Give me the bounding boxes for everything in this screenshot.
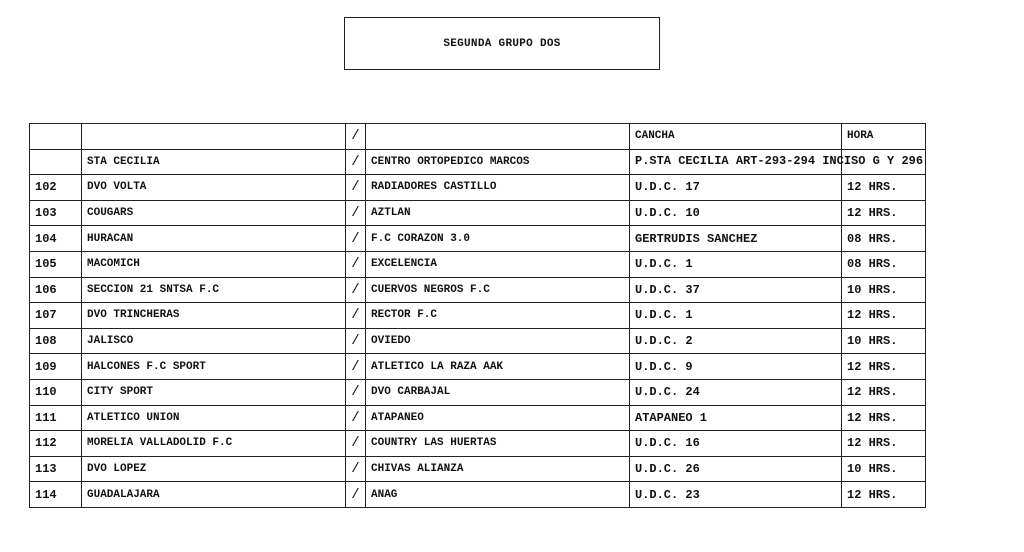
field-name: GERTRUDIS SANCHEZ	[630, 226, 842, 252]
away-team: CENTRO ORTOPEDICO MARCOS	[366, 149, 630, 175]
match-time: 12 HRS.	[842, 379, 926, 405]
field-name: ATAPANEO 1	[630, 405, 842, 431]
field-name: U.D.C. 1	[630, 303, 842, 329]
home-team: HURACAN	[82, 226, 346, 252]
match-time: 12 HRS.	[842, 303, 926, 329]
field-name: U.D.C. 23	[630, 482, 842, 508]
vs-separator: /	[346, 303, 366, 329]
home-team: DVO TRINCHERAS	[82, 303, 346, 329]
match-time: 08 HRS.	[842, 226, 926, 252]
table-row	[30, 226, 926, 252]
field-name: U.D.C. 9	[630, 354, 842, 380]
match-time: 10 HRS.	[842, 456, 926, 482]
home-team: CITY SPORT	[82, 379, 346, 405]
field-name: U.D.C. 24	[630, 379, 842, 405]
field-name: U.D.C. 10	[630, 200, 842, 226]
table-row	[30, 251, 926, 277]
away-team: ATAPANEO	[366, 405, 630, 431]
table-row	[30, 456, 926, 482]
field-name-overflow-text: P.STA CECILIA ART-293-294 INCISO G Y 296	[635, 153, 924, 168]
field-name: U.D.C. 1	[630, 251, 842, 277]
vs-separator: /	[346, 379, 366, 405]
table-row	[30, 328, 926, 354]
match-number: 107	[30, 303, 82, 329]
home-team: COUGARS	[82, 200, 346, 226]
away-team: COUNTRY LAS HUERTAS	[366, 431, 630, 457]
home-team: MORELIA VALLADOLID F.C	[82, 431, 346, 457]
field-name: U.D.C. 17	[630, 175, 842, 201]
table-row	[30, 482, 926, 508]
match-number: 112	[30, 431, 82, 457]
table-row	[30, 200, 926, 226]
table-row	[30, 277, 926, 303]
vs-separator: /	[346, 354, 366, 380]
header-local	[82, 124, 346, 150]
vs-separator: /	[346, 226, 366, 252]
vs-separator: /	[346, 328, 366, 354]
match-time: 12 HRS.	[842, 200, 926, 226]
away-team: DVO CARBAJAL	[366, 379, 630, 405]
vs-separator: /	[346, 149, 366, 175]
home-team: STA CECILIA	[82, 149, 346, 175]
table-row	[30, 354, 926, 380]
match-number	[30, 149, 82, 175]
match-number: 103	[30, 200, 82, 226]
match-number: 105	[30, 251, 82, 277]
vs-separator: /	[346, 251, 366, 277]
vs-separator: /	[346, 482, 366, 508]
table-row	[30, 379, 926, 405]
away-team: RADIADORES CASTILLO	[366, 175, 630, 201]
home-team: ATLETICO UNION	[82, 405, 346, 431]
away-team: RECTOR F.C	[366, 303, 630, 329]
match-number: 104	[30, 226, 82, 252]
vs-separator: /	[346, 456, 366, 482]
match-time: 10 HRS.	[842, 328, 926, 354]
vs-separator: /	[346, 277, 366, 303]
away-team: AZTLAN	[366, 200, 630, 226]
match-number: 109	[30, 354, 82, 380]
field-name: U.D.C. 37	[630, 277, 842, 303]
table-header-row	[30, 124, 926, 150]
home-team: JALISCO	[82, 328, 346, 354]
header-visitante	[366, 124, 630, 150]
vs-separator: /	[346, 405, 366, 431]
home-team: SECCION 21 SNTSA F.C	[82, 277, 346, 303]
field-name: U.D.C. 26	[630, 456, 842, 482]
table-row	[30, 149, 926, 175]
table-row	[30, 303, 926, 329]
vs-separator: /	[346, 431, 366, 457]
field-name: U.D.C. 16	[630, 431, 842, 457]
vs-separator: /	[346, 175, 366, 201]
home-team: DVO LOPEZ	[82, 456, 346, 482]
table-row	[30, 431, 926, 457]
match-time: 08 HRS.	[842, 251, 926, 277]
field-name: U.D.C. 2	[630, 328, 842, 354]
away-team: F.C CORAZON 3.0	[366, 226, 630, 252]
header-separator: /	[346, 124, 366, 150]
match-number: 102	[30, 175, 82, 201]
match-number: 113	[30, 456, 82, 482]
field-name	[630, 149, 924, 175]
match-number: 110	[30, 379, 82, 405]
away-team: OVIEDO	[366, 328, 630, 354]
home-team: DVO VOLTA	[82, 175, 346, 201]
vs-separator: /	[346, 200, 366, 226]
match-time: 12 HRS.	[842, 175, 926, 201]
away-team: EXCELENCIA	[366, 251, 630, 277]
table-row	[30, 175, 926, 201]
match-number: 106	[30, 277, 82, 303]
match-schedule-table	[29, 123, 926, 508]
match-time: 12 HRS.	[842, 354, 926, 380]
match-number: 111	[30, 405, 82, 431]
home-team: GUADALAJARA	[82, 482, 346, 508]
match-time: 12 HRS.	[842, 405, 926, 431]
home-team: MACOMICH	[82, 251, 346, 277]
match-time: 12 HRS.	[842, 431, 926, 457]
header-hora: HORA	[842, 124, 926, 150]
header-num	[30, 124, 82, 150]
away-team: CHIVAS ALIANZA	[366, 456, 630, 482]
away-team: ATLETICO LA RAZA AAK	[366, 354, 630, 380]
page-title: SEGUNDA GRUPO DOS	[344, 17, 660, 70]
header-cancha: CANCHA	[630, 124, 842, 150]
match-time: 10 HRS.	[842, 277, 926, 303]
match-number: 108	[30, 328, 82, 354]
match-number: 114	[30, 482, 82, 508]
table-row	[30, 405, 926, 431]
home-team: HALCONES F.C SPORT	[82, 354, 346, 380]
match-time: 12 HRS.	[842, 482, 926, 508]
away-team: ANAG	[366, 482, 630, 508]
away-team: CUERVOS NEGROS F.C	[366, 277, 630, 303]
